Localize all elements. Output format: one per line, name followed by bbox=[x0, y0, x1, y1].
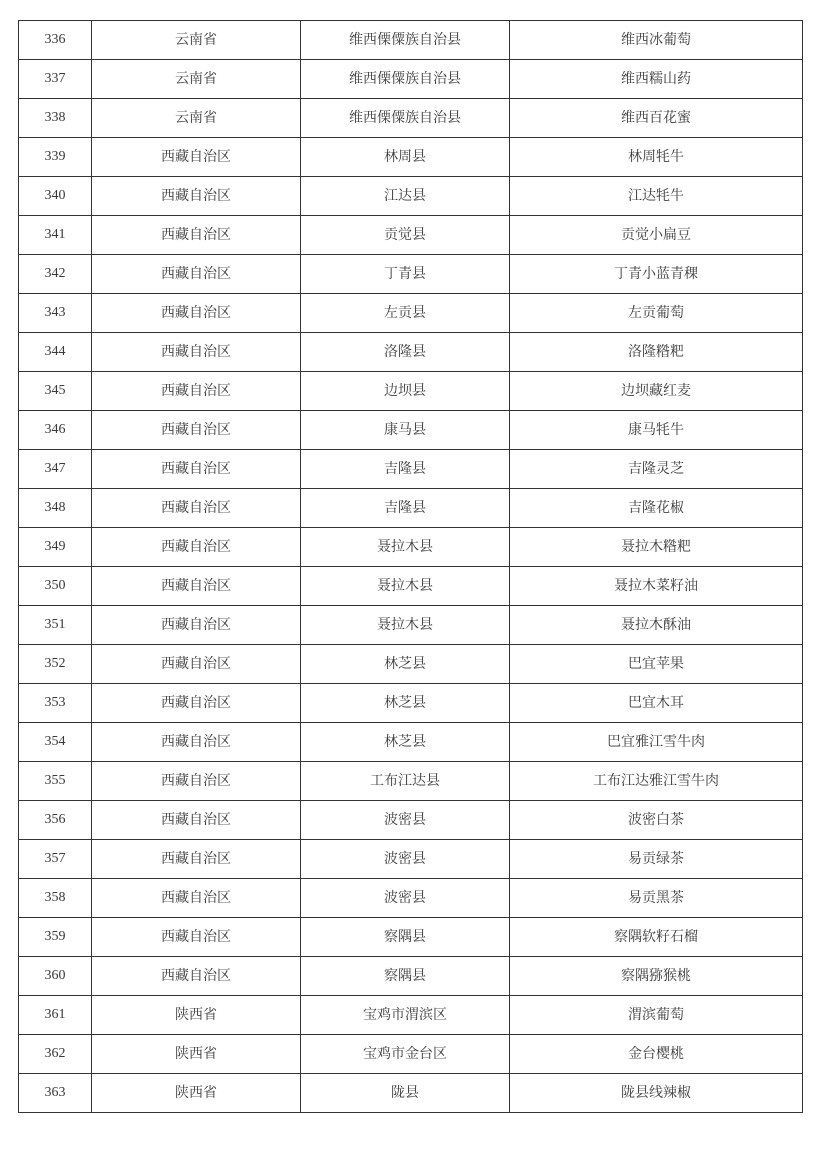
cell-product: 维西百花蜜 bbox=[510, 99, 803, 138]
table-row bbox=[19, 1074, 803, 1113]
cell-county: 林芝县 bbox=[301, 645, 510, 684]
cell-province: 西藏自治区 bbox=[92, 645, 301, 684]
cell-number: 342 bbox=[19, 255, 92, 294]
cell-product: 巴宜木耳 bbox=[510, 684, 803, 723]
cell-product: 吉隆灵芝 bbox=[510, 450, 803, 489]
cell-number: 346 bbox=[19, 411, 92, 450]
cell-county: 丁青县 bbox=[301, 255, 510, 294]
cell-number: 353 bbox=[19, 684, 92, 723]
cell-county: 洛隆县 bbox=[301, 333, 510, 372]
cell-product: 聂拉木糌粑 bbox=[510, 528, 803, 567]
cell-province: 云南省 bbox=[92, 21, 301, 60]
cell-product: 林周牦牛 bbox=[510, 138, 803, 177]
cell-province: 西藏自治区 bbox=[92, 177, 301, 216]
table-row bbox=[19, 918, 803, 957]
cell-province: 陕西省 bbox=[92, 1074, 301, 1113]
cell-county: 工布江达县 bbox=[301, 762, 510, 801]
cell-number: 359 bbox=[19, 918, 92, 957]
table-row bbox=[19, 99, 803, 138]
cell-product: 工布江达雅江雪牛肉 bbox=[510, 762, 803, 801]
product-table bbox=[18, 20, 803, 1113]
table-row bbox=[19, 801, 803, 840]
cell-province: 西藏自治区 bbox=[92, 489, 301, 528]
cell-province: 西藏自治区 bbox=[92, 528, 301, 567]
table-row bbox=[19, 333, 803, 372]
table-row bbox=[19, 294, 803, 333]
cell-county: 康马县 bbox=[301, 411, 510, 450]
table-row bbox=[19, 489, 803, 528]
cell-product: 康马牦牛 bbox=[510, 411, 803, 450]
cell-county: 边坝县 bbox=[301, 372, 510, 411]
cell-number: 349 bbox=[19, 528, 92, 567]
cell-product: 易贡绿茶 bbox=[510, 840, 803, 879]
table-row bbox=[19, 528, 803, 567]
cell-county: 宝鸡市渭滨区 bbox=[301, 996, 510, 1035]
cell-province: 西藏自治区 bbox=[92, 294, 301, 333]
cell-county: 察隅县 bbox=[301, 918, 510, 957]
cell-number: 352 bbox=[19, 645, 92, 684]
cell-province: 西藏自治区 bbox=[92, 138, 301, 177]
cell-province: 西藏自治区 bbox=[92, 333, 301, 372]
cell-county: 陇县 bbox=[301, 1074, 510, 1113]
table-row bbox=[19, 996, 803, 1035]
cell-product: 吉隆花椒 bbox=[510, 489, 803, 528]
cell-product: 易贡黑茶 bbox=[510, 879, 803, 918]
table-row bbox=[19, 60, 803, 99]
cell-number: 362 bbox=[19, 1035, 92, 1074]
cell-product: 金台樱桃 bbox=[510, 1035, 803, 1074]
cell-product: 洛隆糌粑 bbox=[510, 333, 803, 372]
cell-number: 340 bbox=[19, 177, 92, 216]
cell-product: 边坝藏红麦 bbox=[510, 372, 803, 411]
cell-county: 林周县 bbox=[301, 138, 510, 177]
table-row bbox=[19, 606, 803, 645]
table-row bbox=[19, 216, 803, 255]
cell-province: 陕西省 bbox=[92, 1035, 301, 1074]
cell-number: 355 bbox=[19, 762, 92, 801]
table-row bbox=[19, 450, 803, 489]
cell-county: 林芝县 bbox=[301, 723, 510, 762]
cell-product: 丁青小蓝青稞 bbox=[510, 255, 803, 294]
table-row bbox=[19, 762, 803, 801]
cell-province: 西藏自治区 bbox=[92, 606, 301, 645]
cell-product: 江达牦牛 bbox=[510, 177, 803, 216]
cell-province: 西藏自治区 bbox=[92, 957, 301, 996]
table-row bbox=[19, 411, 803, 450]
cell-number: 341 bbox=[19, 216, 92, 255]
table-row bbox=[19, 255, 803, 294]
cell-county: 江达县 bbox=[301, 177, 510, 216]
cell-province: 西藏自治区 bbox=[92, 723, 301, 762]
table-row bbox=[19, 1035, 803, 1074]
cell-number: 351 bbox=[19, 606, 92, 645]
cell-province: 陕西省 bbox=[92, 996, 301, 1035]
cell-number: 348 bbox=[19, 489, 92, 528]
cell-county: 贡觉县 bbox=[301, 216, 510, 255]
cell-product: 聂拉木菜籽油 bbox=[510, 567, 803, 606]
cell-number: 336 bbox=[19, 21, 92, 60]
cell-product: 维西糯山药 bbox=[510, 60, 803, 99]
cell-province: 西藏自治区 bbox=[92, 918, 301, 957]
cell-number: 339 bbox=[19, 138, 92, 177]
table-row bbox=[19, 684, 803, 723]
cell-number: 360 bbox=[19, 957, 92, 996]
cell-province: 西藏自治区 bbox=[92, 684, 301, 723]
cell-county: 吉隆县 bbox=[301, 489, 510, 528]
table-row bbox=[19, 723, 803, 762]
cell-number: 358 bbox=[19, 879, 92, 918]
cell-number: 343 bbox=[19, 294, 92, 333]
table-row bbox=[19, 957, 803, 996]
cell-product: 贡觉小扁豆 bbox=[510, 216, 803, 255]
cell-product: 波密白茶 bbox=[510, 801, 803, 840]
cell-number: 338 bbox=[19, 99, 92, 138]
cell-county: 波密县 bbox=[301, 801, 510, 840]
cell-product: 聂拉木酥油 bbox=[510, 606, 803, 645]
cell-county: 聂拉木县 bbox=[301, 567, 510, 606]
cell-province: 西藏自治区 bbox=[92, 801, 301, 840]
cell-province: 西藏自治区 bbox=[92, 762, 301, 801]
cell-number: 361 bbox=[19, 996, 92, 1035]
cell-county: 宝鸡市金台区 bbox=[301, 1035, 510, 1074]
cell-product: 巴宜雅江雪牛肉 bbox=[510, 723, 803, 762]
table-row bbox=[19, 879, 803, 918]
cell-number: 347 bbox=[19, 450, 92, 489]
cell-county: 聂拉木县 bbox=[301, 528, 510, 567]
cell-number: 344 bbox=[19, 333, 92, 372]
cell-province: 西藏自治区 bbox=[92, 411, 301, 450]
cell-number: 356 bbox=[19, 801, 92, 840]
cell-product: 察隅猕猴桃 bbox=[510, 957, 803, 996]
cell-product: 陇县线辣椒 bbox=[510, 1074, 803, 1113]
table-row bbox=[19, 840, 803, 879]
cell-county: 维西傈僳族自治县 bbox=[301, 21, 510, 60]
cell-product: 左贡葡萄 bbox=[510, 294, 803, 333]
cell-product: 维西冰葡萄 bbox=[510, 21, 803, 60]
cell-number: 350 bbox=[19, 567, 92, 606]
cell-county: 波密县 bbox=[301, 840, 510, 879]
table-row bbox=[19, 372, 803, 411]
table-body bbox=[19, 21, 803, 1113]
table-row bbox=[19, 177, 803, 216]
cell-province: 西藏自治区 bbox=[92, 567, 301, 606]
cell-county: 林芝县 bbox=[301, 684, 510, 723]
cell-province: 西藏自治区 bbox=[92, 216, 301, 255]
table-row bbox=[19, 138, 803, 177]
cell-number: 345 bbox=[19, 372, 92, 411]
cell-county: 维西傈僳族自治县 bbox=[301, 60, 510, 99]
cell-province: 西藏自治区 bbox=[92, 255, 301, 294]
cell-county: 聂拉木县 bbox=[301, 606, 510, 645]
cell-product: 察隅软籽石榴 bbox=[510, 918, 803, 957]
cell-province: 西藏自治区 bbox=[92, 450, 301, 489]
cell-province: 西藏自治区 bbox=[92, 879, 301, 918]
cell-county: 维西傈僳族自治县 bbox=[301, 99, 510, 138]
cell-county: 吉隆县 bbox=[301, 450, 510, 489]
cell-number: 337 bbox=[19, 60, 92, 99]
cell-county: 波密县 bbox=[301, 879, 510, 918]
cell-number: 363 bbox=[19, 1074, 92, 1113]
cell-product: 渭滨葡萄 bbox=[510, 996, 803, 1035]
cell-number: 354 bbox=[19, 723, 92, 762]
table-row bbox=[19, 21, 803, 60]
cell-province: 西藏自治区 bbox=[92, 840, 301, 879]
cell-province: 西藏自治区 bbox=[92, 372, 301, 411]
cell-county: 左贡县 bbox=[301, 294, 510, 333]
table-row bbox=[19, 645, 803, 684]
cell-province: 云南省 bbox=[92, 60, 301, 99]
cell-number: 357 bbox=[19, 840, 92, 879]
cell-province: 云南省 bbox=[92, 99, 301, 138]
cell-county: 察隅县 bbox=[301, 957, 510, 996]
table-row bbox=[19, 567, 803, 606]
cell-product: 巴宜苹果 bbox=[510, 645, 803, 684]
